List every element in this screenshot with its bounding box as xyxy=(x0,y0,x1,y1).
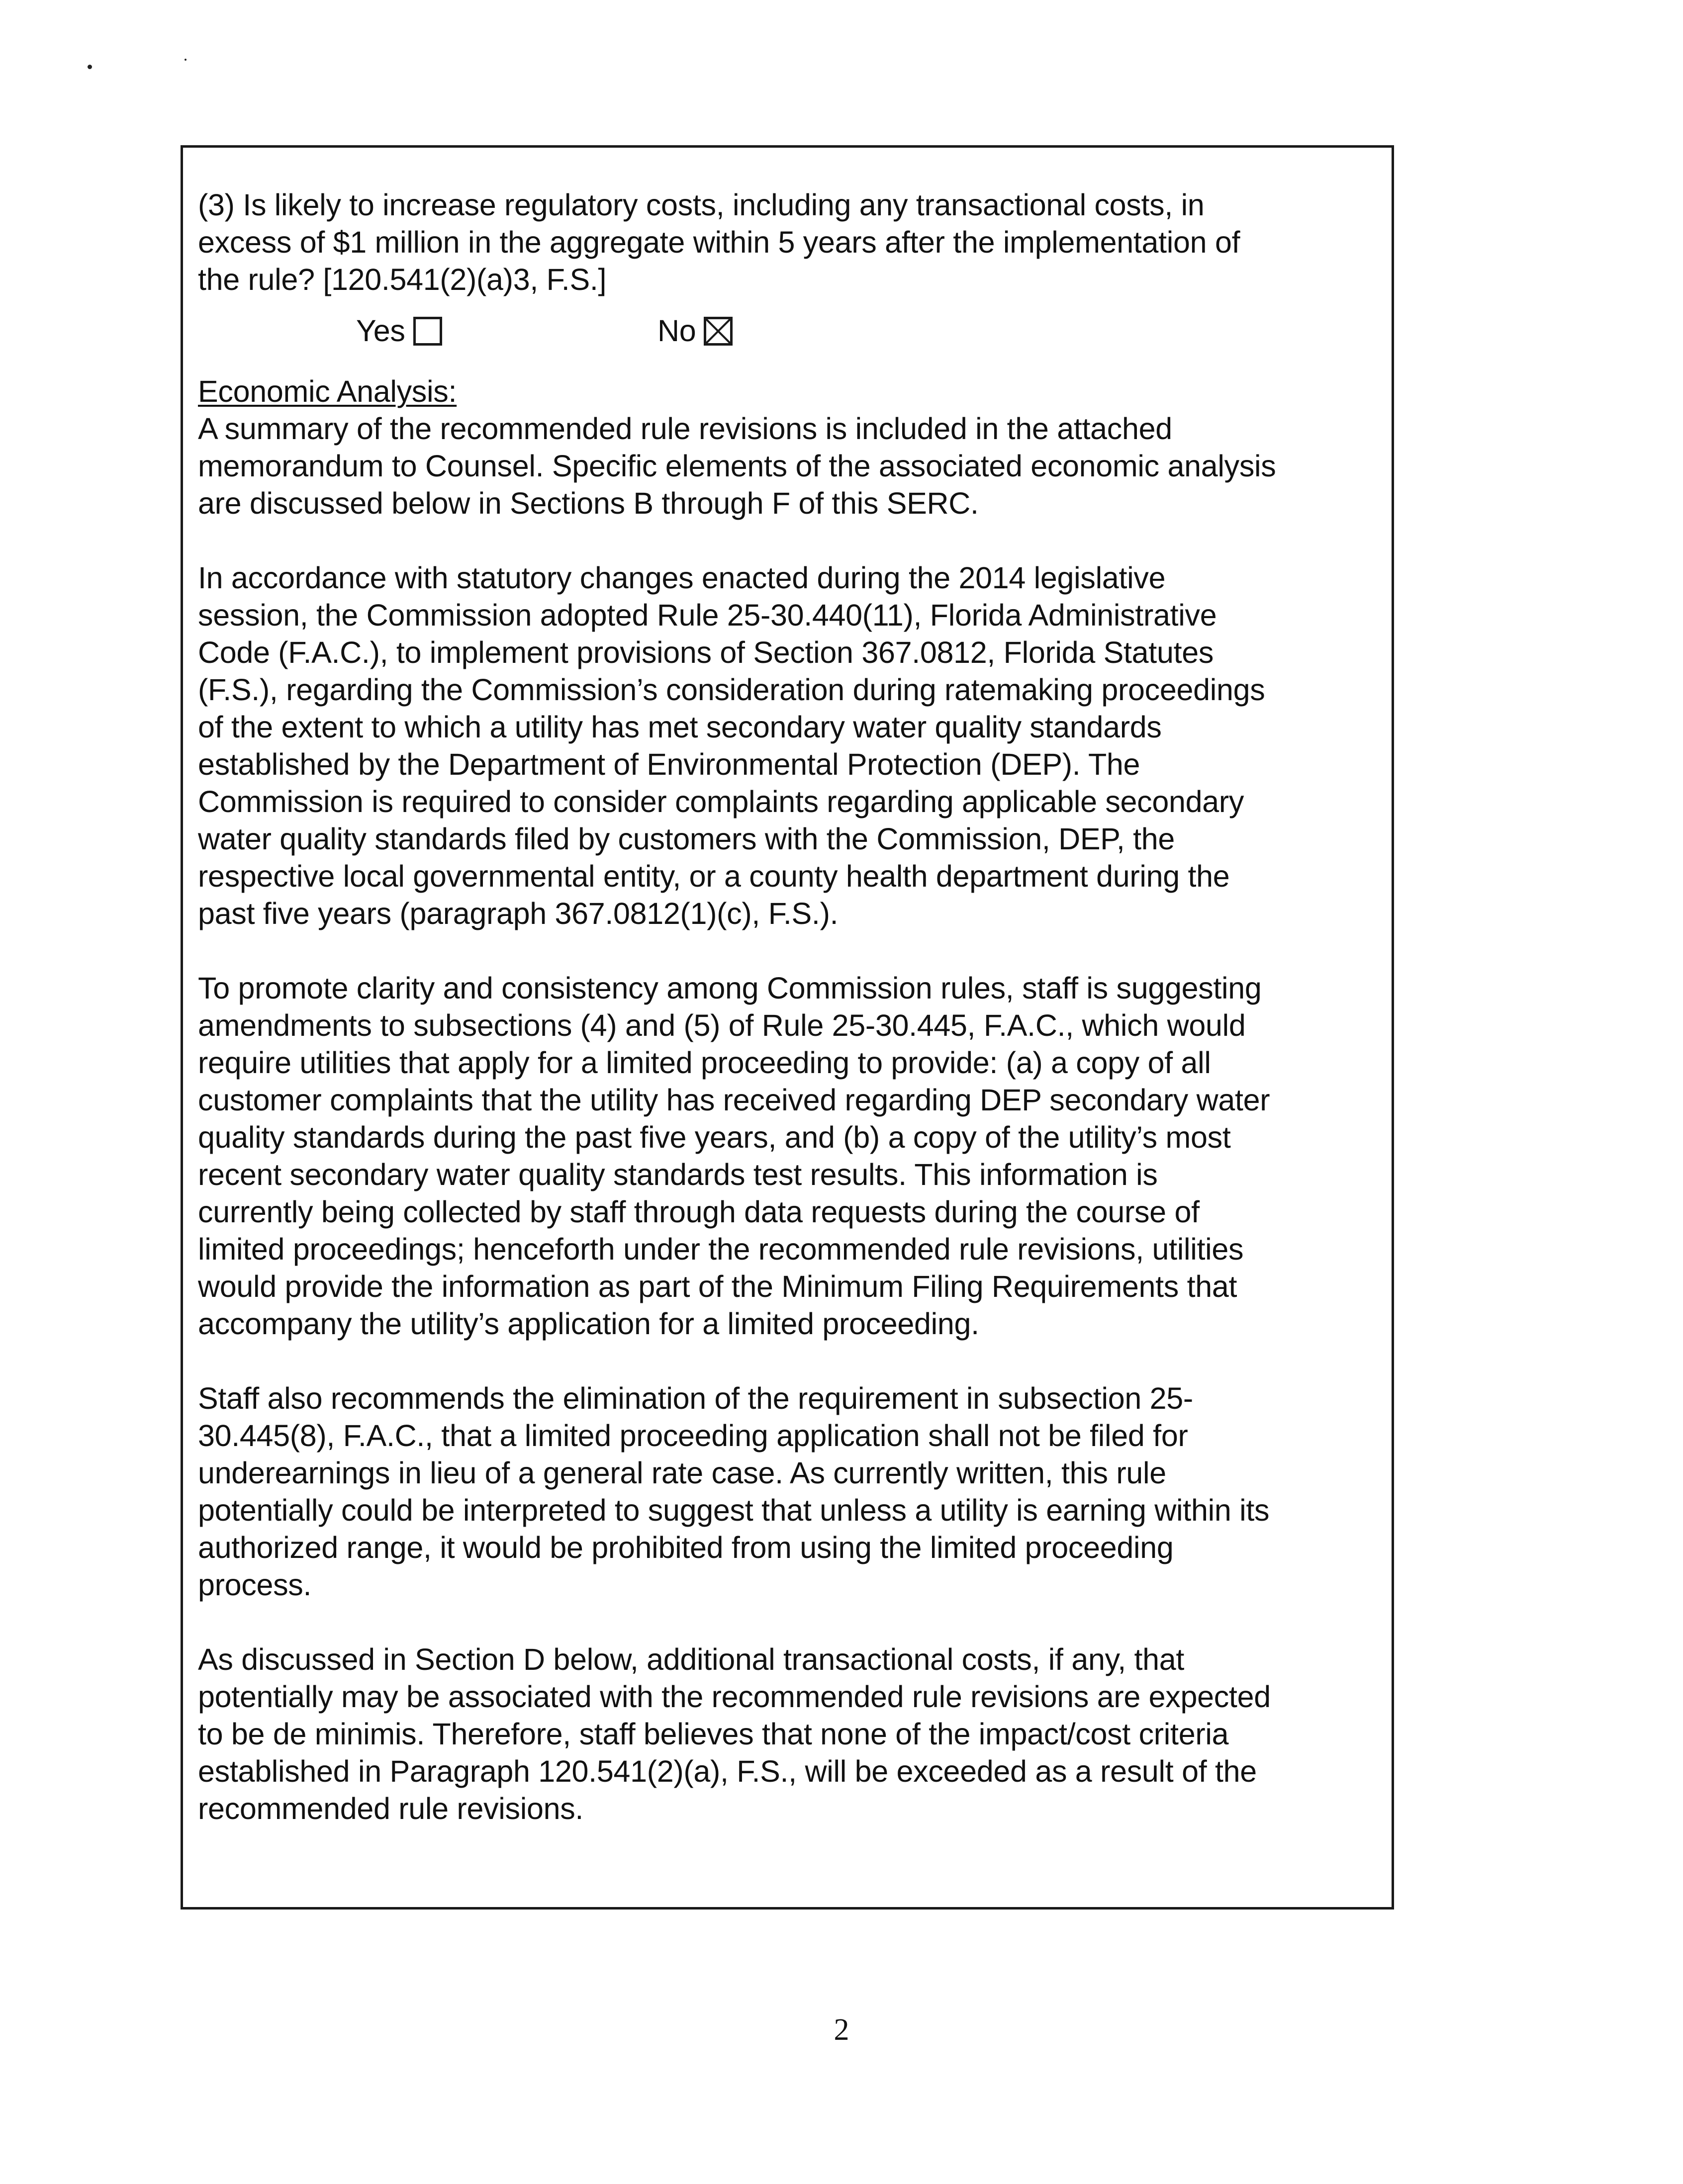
box-content xyxy=(198,186,1387,1827)
paragraph-gap xyxy=(198,522,1387,559)
analysis-paragraph-3: To promote clarity and consistency among Commission rules, staff is suggesting amendments to subsections (4) and (5) of Rule 25-30.445, F.A.C., which would require utilities that apply for a limited proceeding to provide: (a) a copy of all customer complaints that the utility has received regarding DEP secondary water quality standards during the past five years, and (b) a copy of the utility’s most recent secondary water quality standards test results. This information is currently being collected by staff through data requests during the course of limited proceedings; henceforth under the recommended rule revisions, utilities would provide the information as part of the Minimum Filing Requirements that accompany the utility’s application for a limited proceeding. xyxy=(198,971,1270,1341)
no-label: No xyxy=(657,314,696,348)
serc-question-box xyxy=(181,145,1394,1910)
scan-speck xyxy=(185,59,187,61)
question-text: (3) Is likely to increase regulatory costs, including any transactional costs, in excess of $1 million in the aggregate within 5 years after the implementation of the rule? [120.541(2)(a)3, F.S.] xyxy=(198,188,1240,296)
no-checkbox[interactable] xyxy=(704,317,733,346)
page-number: 2 xyxy=(834,2013,849,2047)
analysis-paragraph-4: Staff also recommends the elimination of the requirement in subsection 25- 30.445(8), F.A.C., that a limited proceeding application shall not be filed for underearnings in lieu of a general rate case. As currently written, this rule potentially could be interpreted to suggest that unless a utility is earning within its authorized range, it would be prohibited from using the limited proceeding process. xyxy=(198,1381,1270,1602)
analysis-paragraph-1: A summary of the recommended rule revisions is included in the attached memorandum to Counsel. Specific elements of the associated economic analysis are discussed below in Sections B through F of this SERC. xyxy=(198,412,1276,520)
yes-no-options xyxy=(198,298,1387,373)
economic-analysis-heading: Economic Analysis: xyxy=(198,374,457,408)
paragraph-gap xyxy=(198,1604,1387,1641)
no-option[interactable] xyxy=(657,312,733,350)
analysis-paragraph-2: In accordance with statutory changes enacted during the 2014 legislative session, the Commission adopted Rule 25-30.440(11), Florida Administrative Code (F.A.C.), to implement provisions of Section 367.0812, Florida Statutes (F.S.), regarding the Commission’s consideration during ratemaking proceedings of the extent to which a utility has met secondary water quality standards established by the Department of Environmental Protection (DEP). The Commission is required to consider complaints regarding applicable secondary water quality standards filed by customers with the Commission, DEP, the respective local governmental entity, or a county health department during the past five years (paragraph 367.0812(1)(c), F.S.). xyxy=(198,561,1265,930)
scan-speck xyxy=(88,65,92,69)
yes-label: Yes xyxy=(356,314,405,348)
paragraph-gap xyxy=(198,1343,1387,1380)
analysis-paragraph-5: As discussed in Section D below, additional transactional costs, if any, that potentially may be associated with the recommended rule revisions are expected to be de minimis. Therefore, staff believes that none of the impact/cost criteria established in Paragraph 120.541(2)(a), F.S., will be exceeded as a result of the recommended rule revisions. xyxy=(198,1642,1271,1825)
yes-option[interactable] xyxy=(356,312,442,350)
paragraph-gap xyxy=(198,932,1387,970)
yes-checkbox[interactable] xyxy=(413,317,442,346)
